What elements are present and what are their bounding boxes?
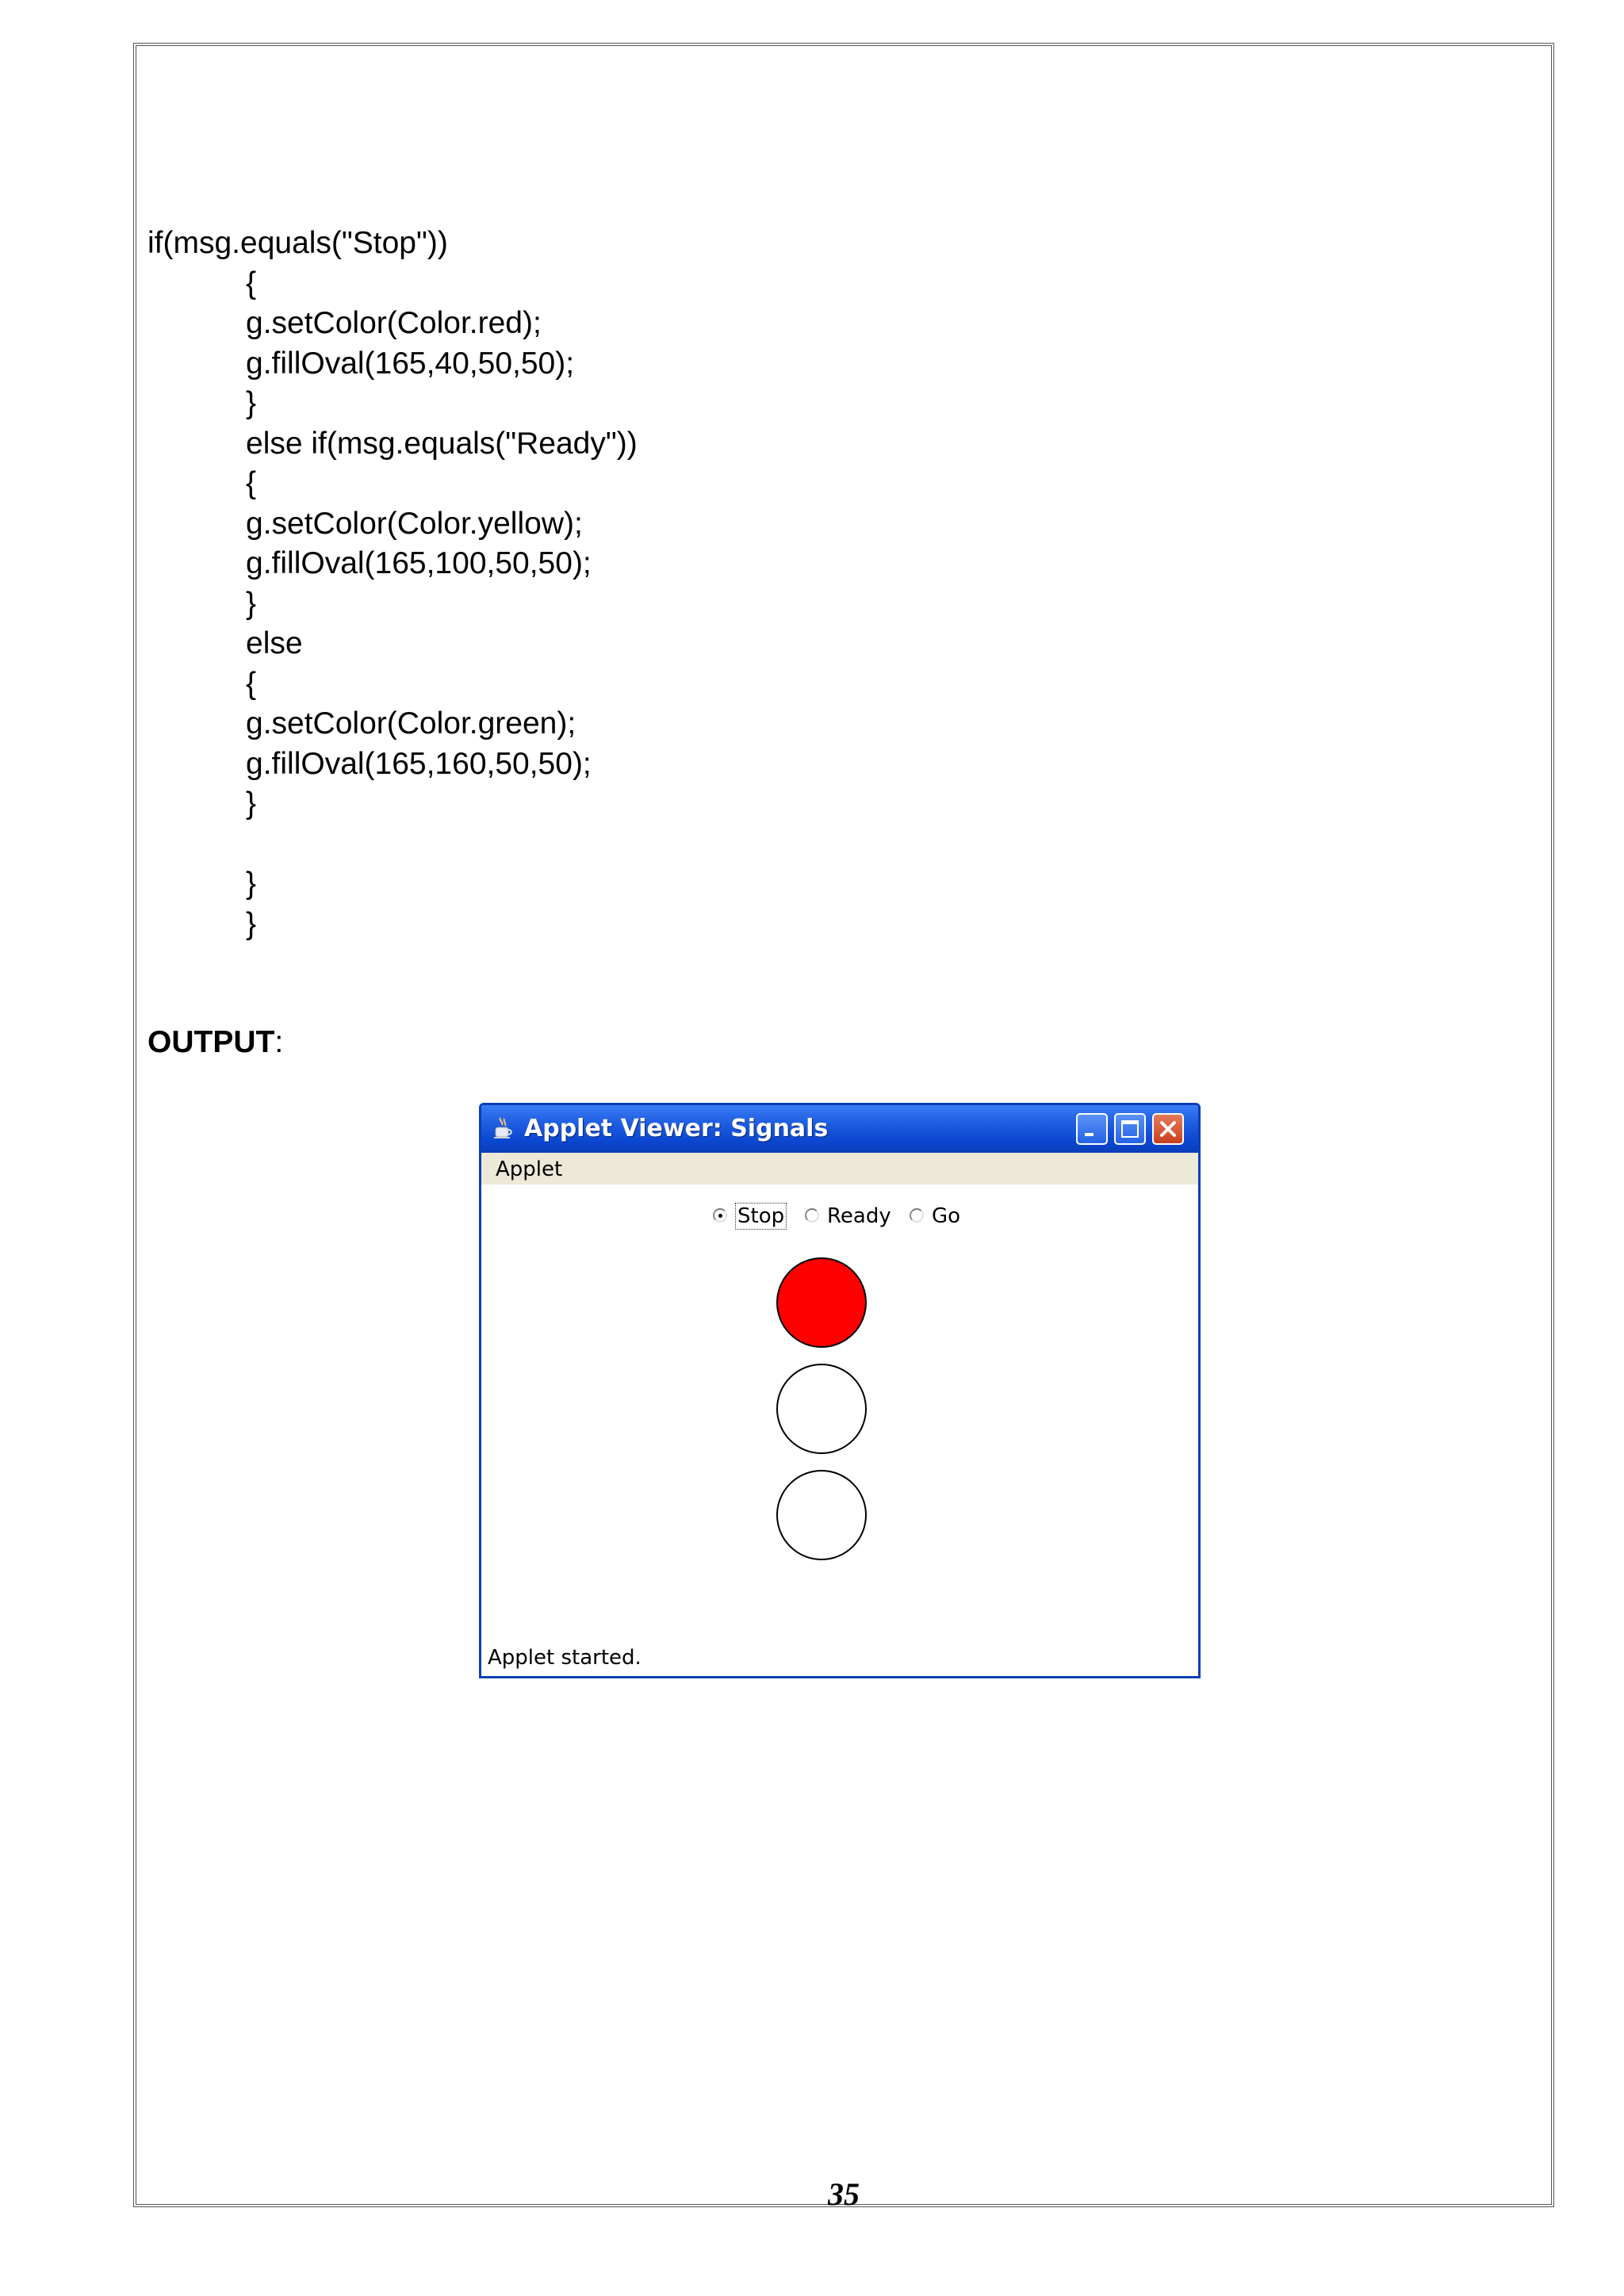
output-heading-label: OUTPUT: [147, 1025, 275, 1059]
go-light-circle: [776, 1470, 867, 1560]
code-block: [147, 224, 1099, 944]
radio-stop[interactable]: [713, 1202, 792, 1230]
code-line: }: [246, 906, 257, 941]
radio-button-icon[interactable]: [910, 1208, 924, 1223]
code-line: }: [246, 786, 257, 821]
code-line: g.setColor(Color.green);: [246, 706, 576, 740]
radio-selected-dot: [718, 1214, 722, 1218]
radio-button-icon[interactable]: [805, 1208, 819, 1223]
output-heading: [147, 1024, 283, 1061]
code-line: }: [246, 867, 257, 901]
menu-applet[interactable]: Applet: [496, 1158, 563, 1181]
java-cup-icon: [492, 1116, 513, 1140]
title-bar[interactable]: [481, 1105, 1198, 1153]
code-line: g.setColor(Color.yellow);: [246, 506, 583, 541]
radio-go-label[interactable]: Go: [932, 1204, 961, 1228]
applet-canvas: [481, 1184, 1198, 1676]
stop-light-circle: [776, 1257, 867, 1348]
maximize-button[interactable]: [1114, 1113, 1146, 1145]
code-line: [147, 825, 1099, 865]
maximize-icon: [1116, 1115, 1144, 1143]
code-line: if(msg.equals("Stop")): [147, 226, 448, 260]
radio-stop-label[interactable]: Stop: [735, 1203, 787, 1230]
page-number: 35: [828, 2176, 860, 2212]
code-line: g.fillOval(165,100,50,50);: [246, 546, 592, 580]
window-title: Applet Viewer: Signals: [524, 1115, 829, 1142]
minimize-button[interactable]: [1076, 1113, 1108, 1145]
code-line: else: [246, 626, 303, 660]
code-line: g.setColor(Color.red);: [246, 306, 542, 340]
radio-go[interactable]: [910, 1202, 973, 1230]
radio-button-icon[interactable]: [713, 1208, 727, 1223]
code-line: }: [246, 586, 257, 621]
code-line: {: [246, 666, 257, 701]
close-button[interactable]: [1152, 1113, 1184, 1145]
code-line: g.fillOval(165,40,50,50);: [246, 346, 575, 381]
close-icon: [1154, 1115, 1182, 1143]
code-line: {: [246, 466, 257, 500]
ready-light-circle: [776, 1364, 867, 1454]
radio-ready[interactable]: [805, 1202, 900, 1230]
status-bar-text: Applet started.: [488, 1646, 642, 1670]
code-line: else if(msg.equals("Ready")): [246, 426, 638, 461]
minimize-icon: [1078, 1115, 1106, 1143]
applet-viewer-window: [479, 1103, 1201, 1678]
code-line: }: [246, 386, 257, 420]
code-line: {: [246, 266, 257, 300]
signal-radio-group: [481, 1202, 1198, 1230]
radio-ready-label[interactable]: Ready: [827, 1204, 891, 1228]
menu-bar: [481, 1153, 1198, 1184]
code-line: g.fillOval(165,160,50,50);: [246, 746, 592, 781]
output-heading-colon: :: [274, 1025, 284, 1059]
